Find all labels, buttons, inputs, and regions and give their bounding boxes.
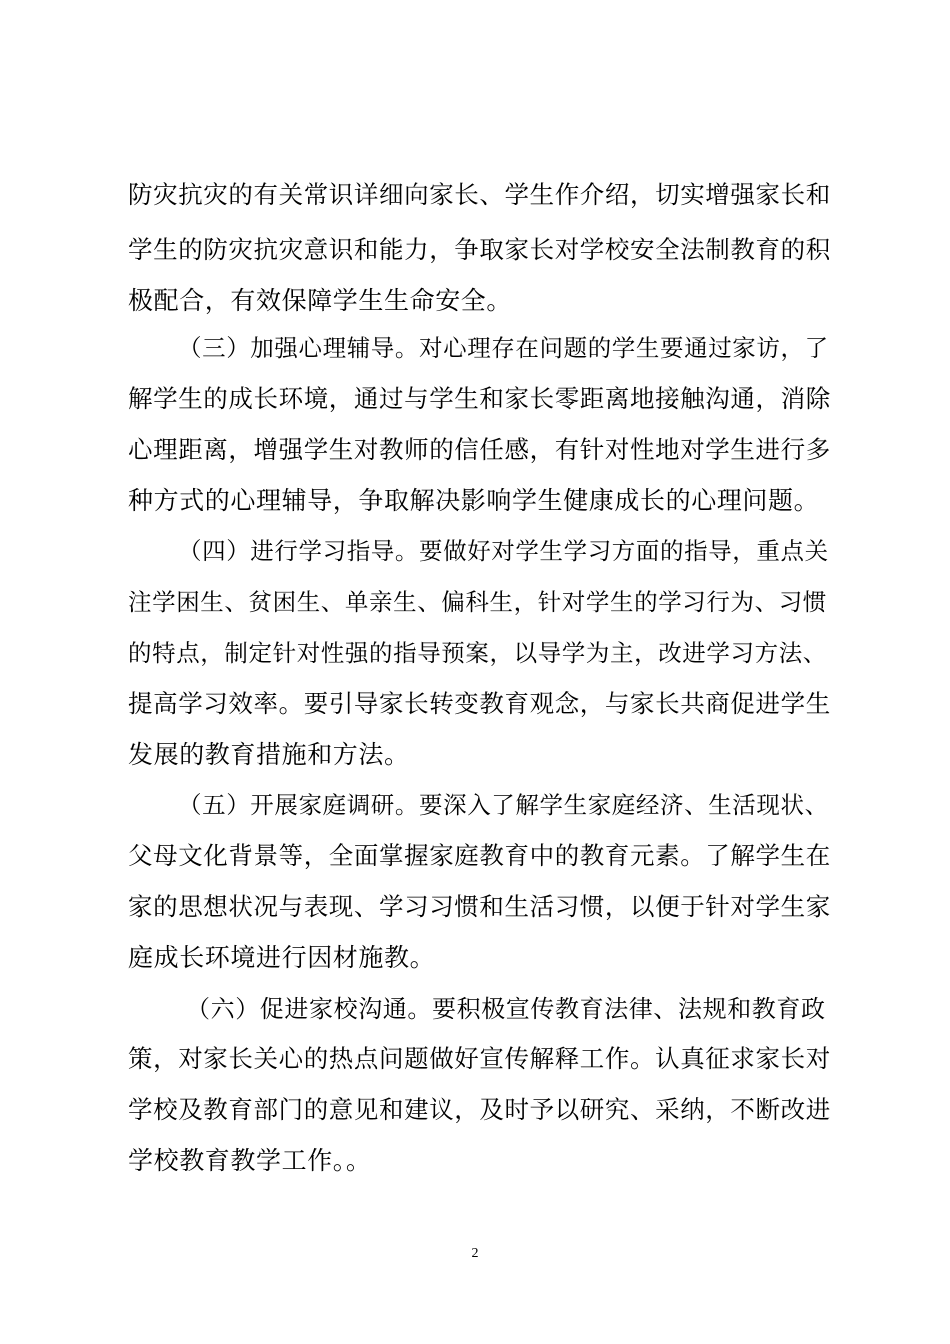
- text-line: 策，对家长关心的热点问题做好宣传解释工作。认真征求家长对: [128, 1044, 831, 1073]
- text-line: 心理距离，增强学生对教师的信任感，有针对性地对学生进行多: [128, 435, 831, 464]
- text-line: 注学困生、贫困生、单亲生、偏科生，针对学生的学习行为、习惯: [128, 588, 827, 616]
- text-line: （五）开展家庭调研。要深入了解学生家庭经济、生活现状、: [178, 791, 829, 819]
- text-line: 种方式的心理辅导，争取解决影响学生健康成长的心理问题。: [128, 486, 820, 515]
- text-line: 父母文化背景等，全面掌握家庭教育中的教育元素。了解学生在: [128, 841, 831, 870]
- text-line: 家的思想状况与表现、学习习惯和生活习惯，以便于针对学生家: [128, 892, 831, 921]
- text-line: 提高学习效率。要引导家长转变教育观念，与家长共商促进学生: [128, 689, 831, 718]
- text-line: 庭成长环境进行因材施教。: [128, 943, 436, 972]
- page-number: 2: [471, 1246, 479, 1261]
- text-line: 的特点，制定针对性强的指导预案，以导学为主，改进学习方法、: [128, 639, 827, 667]
- text-line: 极配合，有效保障学生生命安全。: [128, 286, 513, 315]
- text-line: （六）促进家校沟通。要积极宣传教育法律、法规和教育政: [186, 995, 826, 1023]
- text-line: 发展的教育措施和方法。: [128, 740, 410, 769]
- text-line: 学校教育教学工作。。: [128, 1146, 372, 1175]
- text-line: 防灾抗灾的有关常识详细向家长、学生作介绍，切实增强家长和: [128, 180, 831, 209]
- text-line: 学生的防灾抗灾意识和能力，争取家长对学校安全法制教育的积: [128, 235, 831, 264]
- text-line: （三）加强心理辅导。对心理存在问题的学生要通过家访，了: [178, 334, 829, 362]
- text-line: （四）进行学习指导。要做好对学生学习方面的指导，重点关: [178, 537, 829, 565]
- text-line: 学校及教育部门的意见和建议，及时予以研究、采纳，不断改进: [128, 1095, 831, 1124]
- text-line: 解学生的成长环境，通过与学生和家长零距离地接触沟通，消除: [128, 384, 831, 413]
